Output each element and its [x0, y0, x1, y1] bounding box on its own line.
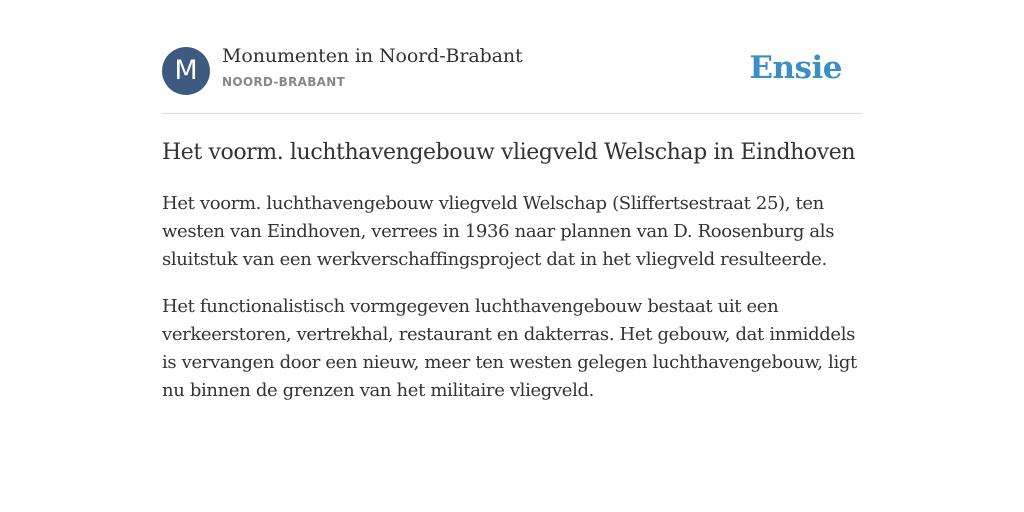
article-paragraph: Het functionalistisch vormgegeven luchthavengebouw bestaat uit een verkeerstoren, vertrekhal, restaurant en dakterras. Het gebouw, dat inmiddels is vervangen door een nieuw, meer ten westen gelegen luchthavengebouw, ligt nu binnen de grenzen van het militaire vliegveld.	[162, 296, 857, 401]
source-header	[162, 0, 862, 114]
avatar[interactable]: M	[162, 47, 210, 95]
article-title: Het voorm. luchthavengebouw vliegveld Welschap in Eindhoven	[162, 140, 856, 165]
source-title[interactable]: Monumenten in Noord-Brabant	[222, 45, 523, 67]
brand-logo[interactable]: Ensie	[749, 50, 842, 86]
article-paragraph: Het voorm. luchthavengebouw vliegveld Welschap (Sliffertsestraat 25), ten westen van Eindhoven, verrees in 1936 naar plannen van D. Roosenburg als sluitstuk van een werkverschaffingsproject dat in het vliegveld resulteerde.	[162, 193, 835, 270]
source-subtitle: NOORD-BRABANT	[222, 75, 346, 89]
article-card	[162, 0, 862, 401]
